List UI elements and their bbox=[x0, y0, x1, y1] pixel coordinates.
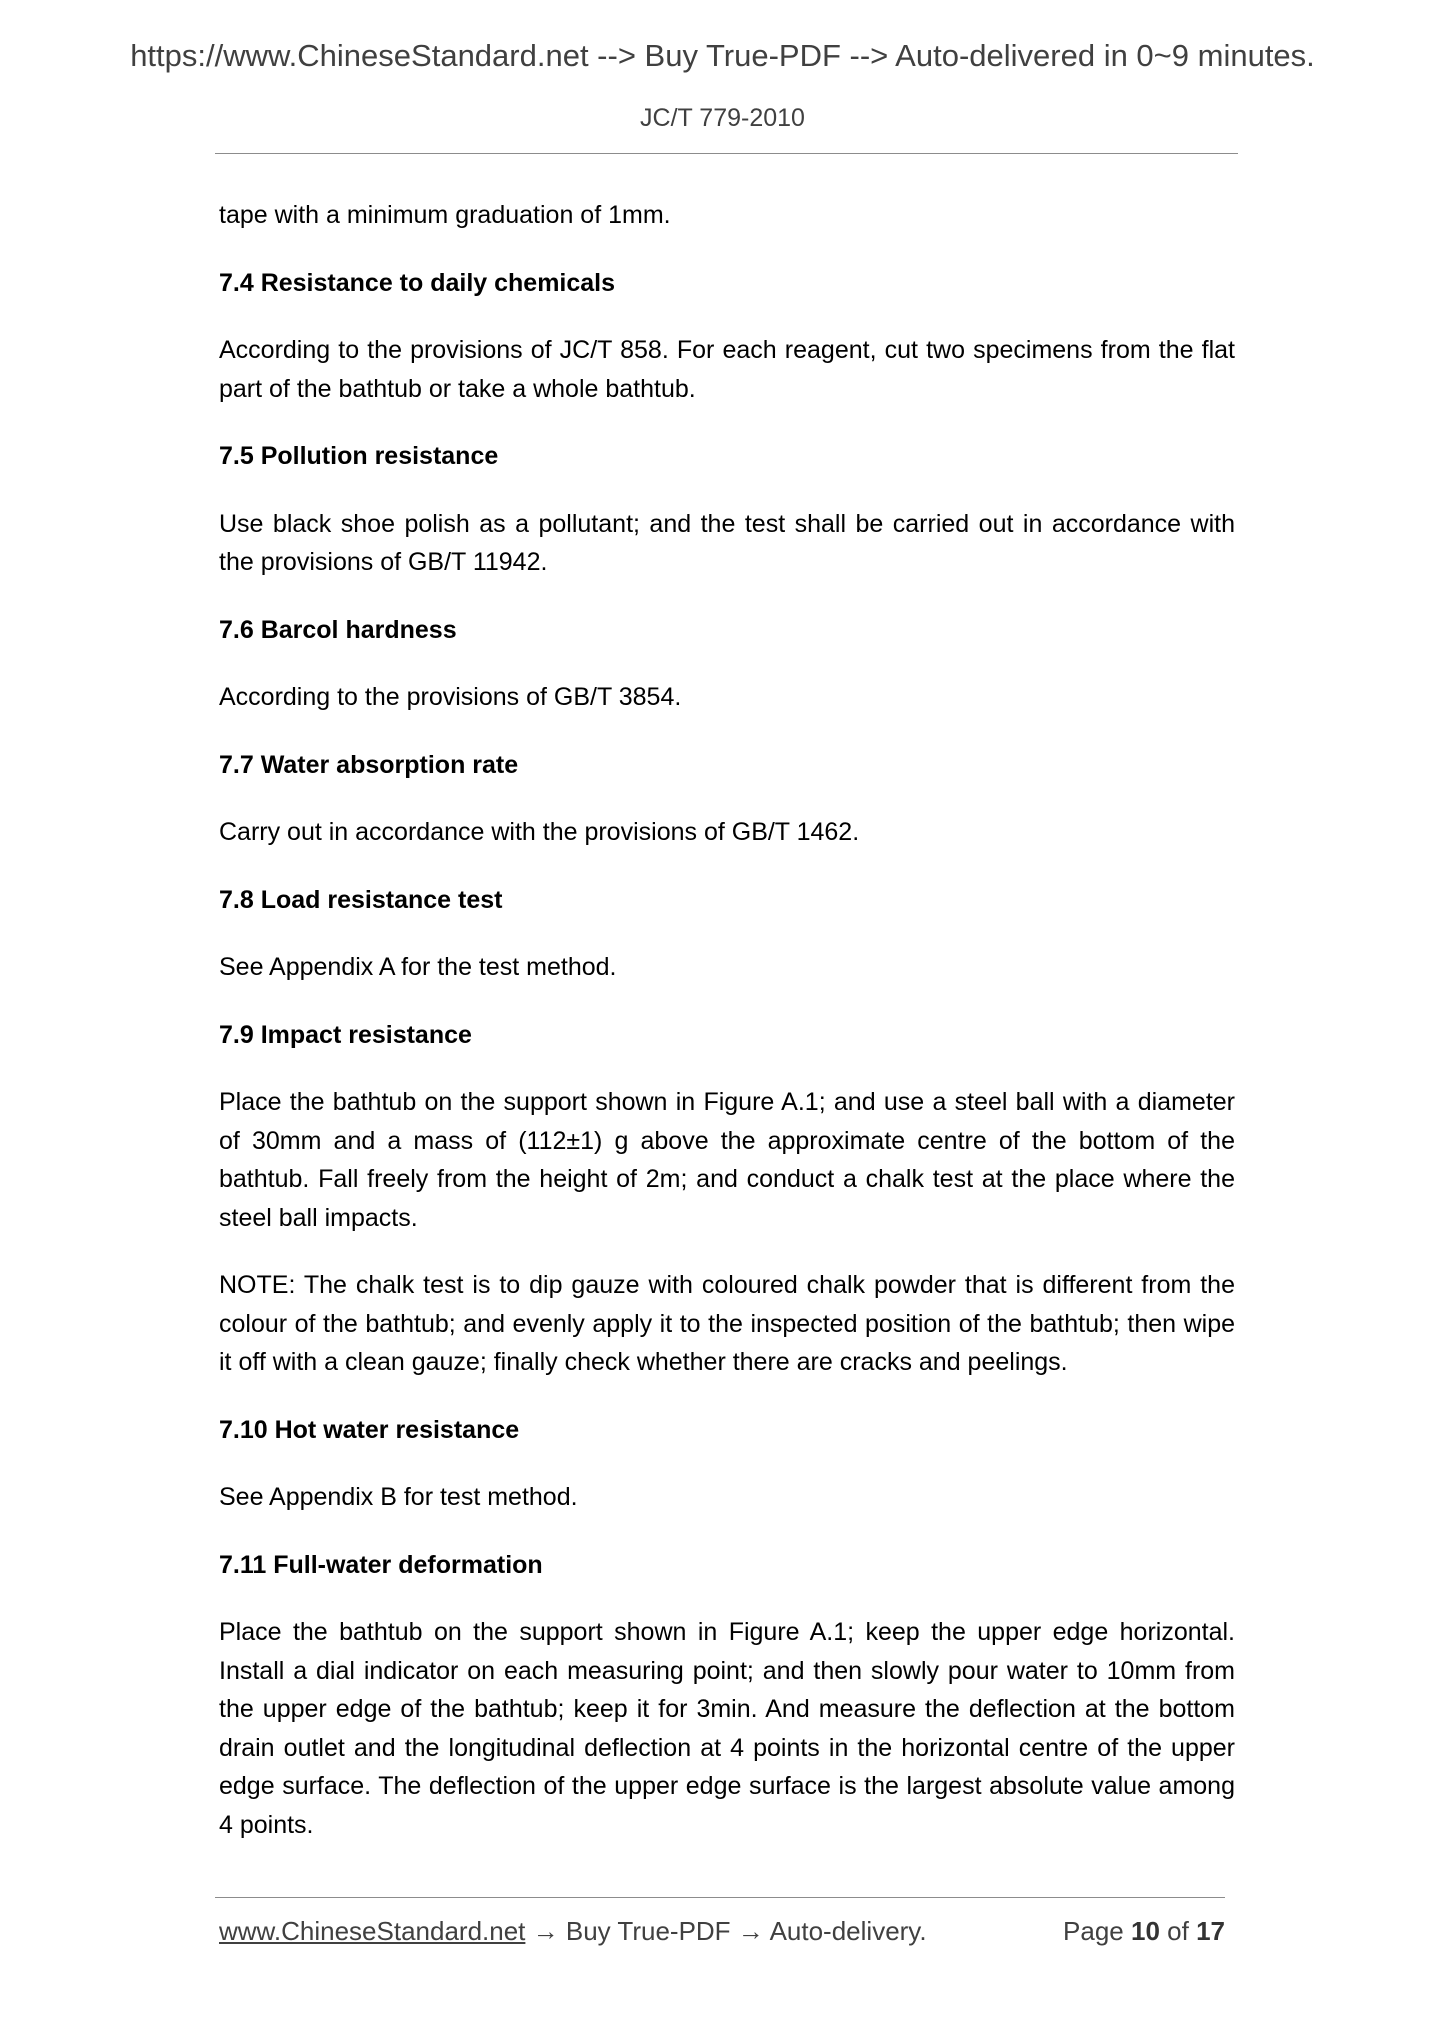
page-label: Page bbox=[1063, 1916, 1124, 1946]
section-7-4-text: According to the provisions of JC/T 858. For each reagent, cut two specimens from the flat part of the bathtub or take a whole bathtub. bbox=[219, 336, 1235, 403]
page-footer bbox=[219, 1916, 1225, 1947]
section-7-10-heading: 7.10 Hot water resistance bbox=[219, 1415, 520, 1444]
footer-tagline: → Buy True-PDF → Auto-delivery. bbox=[525, 1916, 927, 1946]
current-page: 10 bbox=[1131, 1916, 1160, 1946]
section-7-9-note: NOTE: The chalk test is to dip gauze with coloured chalk powder that is different from the colour of the bathtub; and evenly apply it to the inspected position of the bathtub; then wipe it off with a clean gauze; finally check whether there are cracks and peelings. bbox=[219, 1271, 1235, 1376]
section-7-8-heading: 7.8 Load resistance test bbox=[219, 885, 503, 914]
section-7-9-text: Place the bathtub on the support shown in Figure A.1; and use a steel ball with a diameter of 30mm and a mass of (112±1) g above the approximate centre of the bottom of the bathtub. Fall freely from the height of 2m; and conduct a chalk test at the place where the steel ball impacts. bbox=[219, 1088, 1235, 1232]
section-7-5-heading: 7.5 Pollution resistance bbox=[219, 442, 499, 470]
section-7-10-text: See Appendix B for test method. bbox=[219, 1483, 578, 1511]
section-7-6-text: According to the provisions of GB/T 3854. bbox=[219, 683, 682, 711]
document-code: JC/T 779-2010 bbox=[640, 104, 805, 132]
top-banner: https://www.ChineseStandard.net --> Buy True-PDF --> Auto-delivered in 0~9 minutes. bbox=[130, 38, 1315, 73]
section-7-4-heading: 7.4 Resistance to daily chemicals bbox=[219, 268, 616, 297]
section-7-7-heading: 7.7 Water absorption rate bbox=[219, 750, 519, 779]
section-7-11-heading: 7.11 Full-water deformation bbox=[219, 1550, 543, 1579]
section-7-5-text: Use black shoe polish as a pollutant; and the test shall be carried out in accordance with the provisions of GB/T 11942. bbox=[219, 509, 1235, 576]
section-7-8-text: See Appendix A for the test method. bbox=[219, 953, 617, 981]
of-label: of bbox=[1167, 1916, 1189, 1946]
section-7-7-text: Carry out in accordance with the provisions of GB/T 1462. bbox=[219, 818, 860, 846]
total-pages: 17 bbox=[1196, 1916, 1225, 1946]
website-link[interactable]: www.ChineseStandard.net bbox=[219, 1916, 526, 1946]
page-content bbox=[219, 196, 1235, 1844]
section-7-6-heading: 7.6 Barcol hardness bbox=[219, 615, 457, 644]
page-number bbox=[1063, 1916, 1225, 1947]
section-7-9-heading: 7.9 Impact resistance bbox=[219, 1020, 472, 1049]
footer-divider bbox=[215, 1897, 1225, 1898]
header-divider bbox=[215, 153, 1238, 154]
section-7-11-text: Place the bathtub on the support shown in Figure A.1; keep the upper edge horizontal. Install a dial indicator on each measuring point; and then slowly pour water to 10mm from the upper edge of the bathtub; keep it for 3min. And measure the deflection at the bottom drain outlet and the longitudinal deflection at 4 points in the horizontal centre of the upper edge surface. The deflection of the upper edge surface is the largest absolute value among 4 points. bbox=[219, 1618, 1235, 1839]
continued-paragraph: tape with a minimum graduation of 1mm. bbox=[219, 201, 671, 229]
